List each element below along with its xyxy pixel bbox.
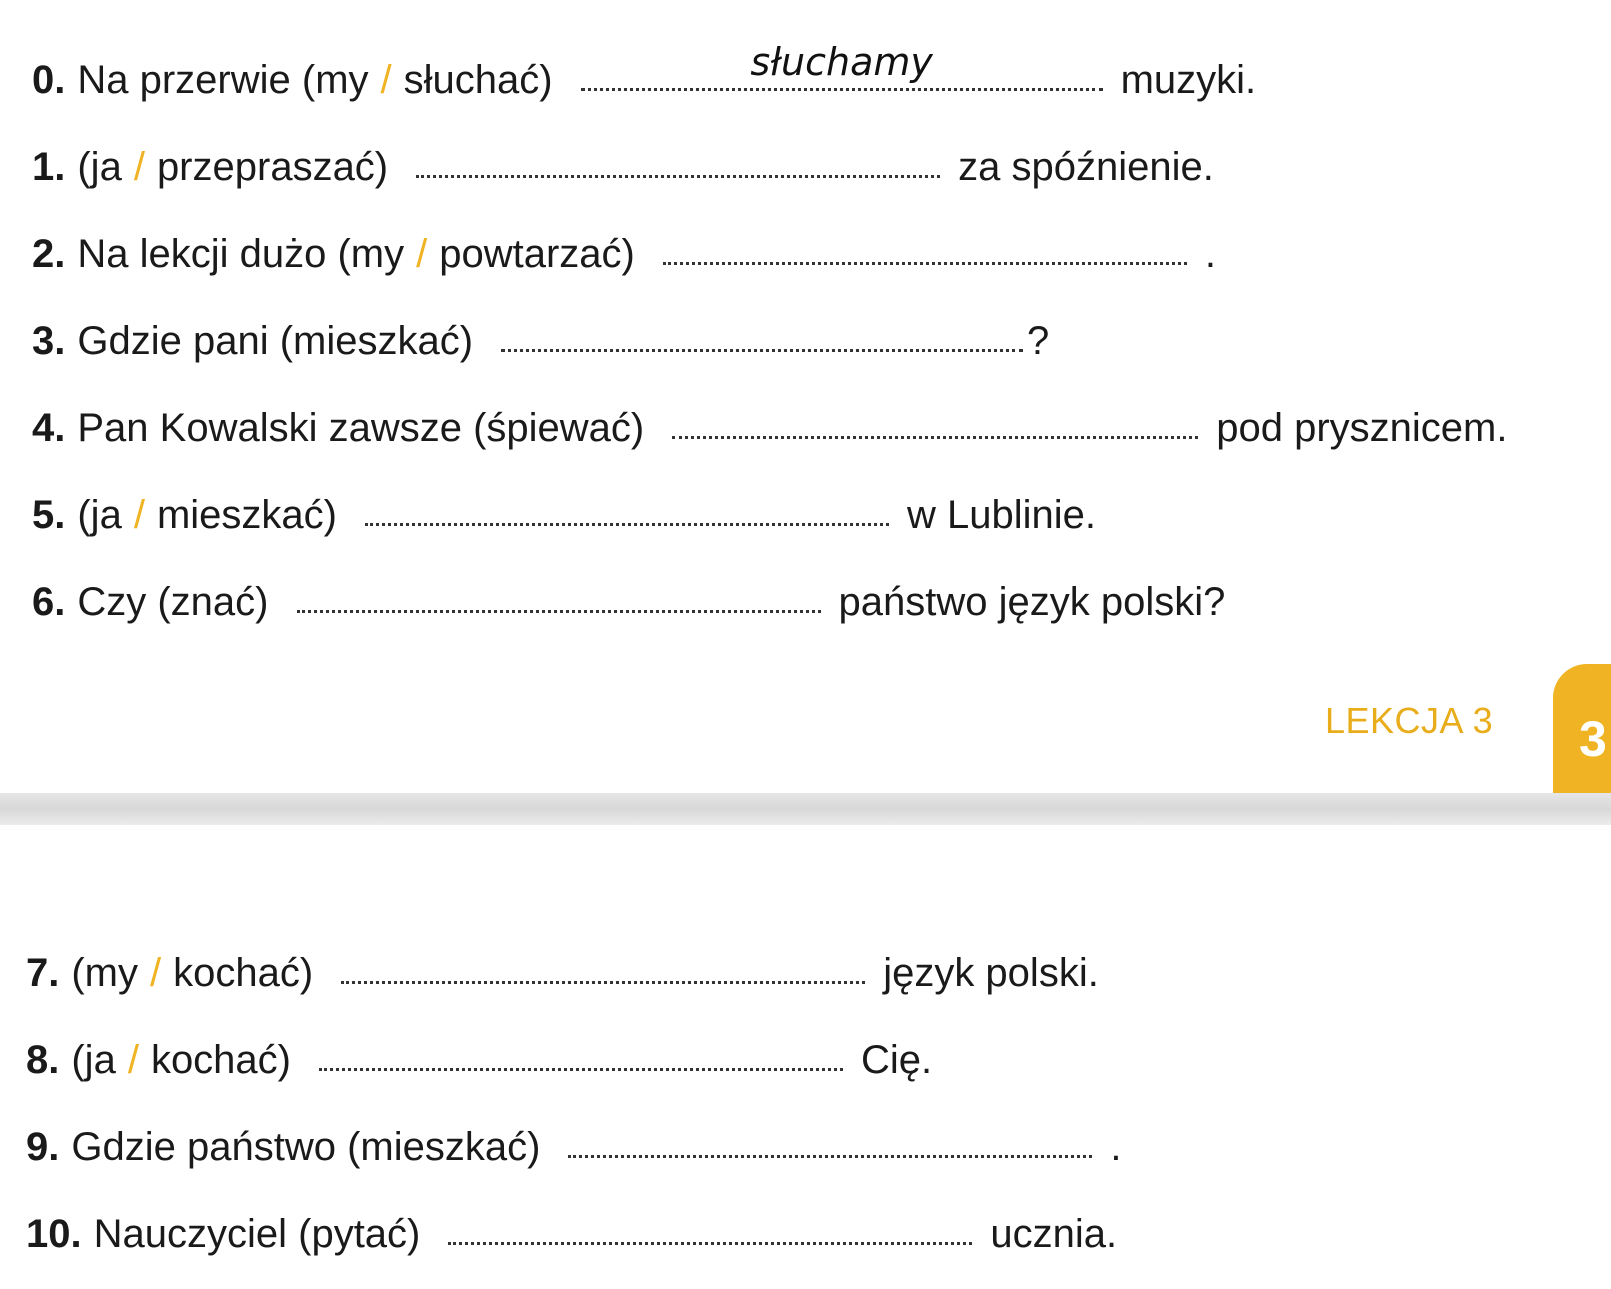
exercise-item-4 [32, 398, 1507, 458]
page-divider [0, 793, 1611, 825]
item-continuation: Cię. [861, 1038, 933, 1082]
item-number: 1. [32, 145, 66, 189]
handwritten-answer: słuchamy [750, 40, 933, 84]
item-prompt: Czy (znać) [77, 580, 269, 624]
item-number: 3. [32, 319, 66, 363]
item-verb: przepraszać) [156, 145, 389, 189]
exercise-item-10 [26, 1204, 1117, 1264]
item-continuation: pod prysznicem. [1216, 406, 1508, 450]
item-prompt: Na lekcji dużo (my [77, 232, 405, 276]
item-continuation: w Lublinie. [906, 493, 1096, 537]
exercise-item-3 [32, 311, 1049, 371]
slash-separator: / [133, 145, 145, 189]
slash-separator: / [416, 232, 428, 276]
item-verb: kochać) [173, 951, 314, 995]
item-number: 10. [26, 1212, 82, 1256]
item-number: 6. [32, 580, 66, 624]
answer-blank[interactable] [448, 1202, 972, 1245]
exercise-item-2 [32, 224, 1216, 284]
item-continuation: ? [1027, 319, 1050, 363]
item-continuation: . [1110, 1125, 1122, 1169]
lesson-label: LEKCJA 3 [1325, 700, 1494, 741]
item-continuation: ucznia. [990, 1212, 1118, 1256]
item-prompt: Gdzie pani (mieszkać) [77, 319, 474, 363]
slash-separator: / [380, 58, 392, 102]
answer-blank[interactable] [416, 135, 940, 178]
item-prompt: Na przerwie (my [77, 58, 369, 102]
answer-blank[interactable] [319, 1028, 843, 1071]
slash-separator: / [133, 493, 145, 537]
answer-blank[interactable] [341, 941, 865, 984]
item-continuation: . [1204, 232, 1216, 276]
item-number: 9. [26, 1125, 60, 1169]
answer-blank[interactable] [365, 483, 889, 526]
item-prompt: (ja [71, 1038, 116, 1082]
item-continuation: za spóźnienie. [958, 145, 1214, 189]
answer-blank[interactable] [672, 396, 1198, 439]
exercise-item-5 [32, 485, 1096, 545]
item-number: 7. [26, 951, 60, 995]
item-prompt: Pan Kowalski zawsze (śpiewać) [77, 406, 645, 450]
answer-blank[interactable] [501, 309, 1023, 352]
item-continuation: język polski. [883, 951, 1099, 995]
exercise-item-6 [32, 572, 1225, 632]
answer-blank[interactable] [568, 1115, 1092, 1158]
exercise-item-9 [26, 1117, 1122, 1177]
item-number: 0. [32, 58, 66, 102]
item-prompt: (my [71, 951, 138, 995]
slash-separator: / [127, 1038, 139, 1082]
item-number: 8. [26, 1038, 60, 1082]
answer-blank[interactable] [663, 222, 1187, 265]
exercise-item-7 [26, 943, 1099, 1003]
item-prompt: Gdzie państwo (mieszkać) [71, 1125, 541, 1169]
item-verb: kochać) [150, 1038, 291, 1082]
item-verb: mieszkać) [156, 493, 337, 537]
item-verb: powtarzać) [439, 232, 635, 276]
item-continuation: muzyki. [1120, 58, 1257, 102]
exercise-item-1 [32, 137, 1214, 197]
slash-separator: / [150, 951, 162, 995]
item-prompt: Nauczyciel (pytać) [93, 1212, 421, 1256]
item-prompt: (ja [77, 145, 122, 189]
page-number-tab [1553, 664, 1611, 794]
item-verb: słuchać) [403, 58, 553, 102]
item-number: 4. [32, 406, 66, 450]
answer-blank[interactable] [297, 570, 821, 613]
page-number: 3 [1579, 711, 1607, 767]
item-number: 2. [32, 232, 66, 276]
item-continuation: państwo język polski? [838, 580, 1226, 624]
exercise-item-0 [32, 40, 1257, 110]
item-prompt: (ja [77, 493, 122, 537]
item-number: 5. [32, 493, 66, 537]
answer-blank[interactable] [581, 40, 1103, 91]
exercise-item-8 [26, 1030, 932, 1090]
